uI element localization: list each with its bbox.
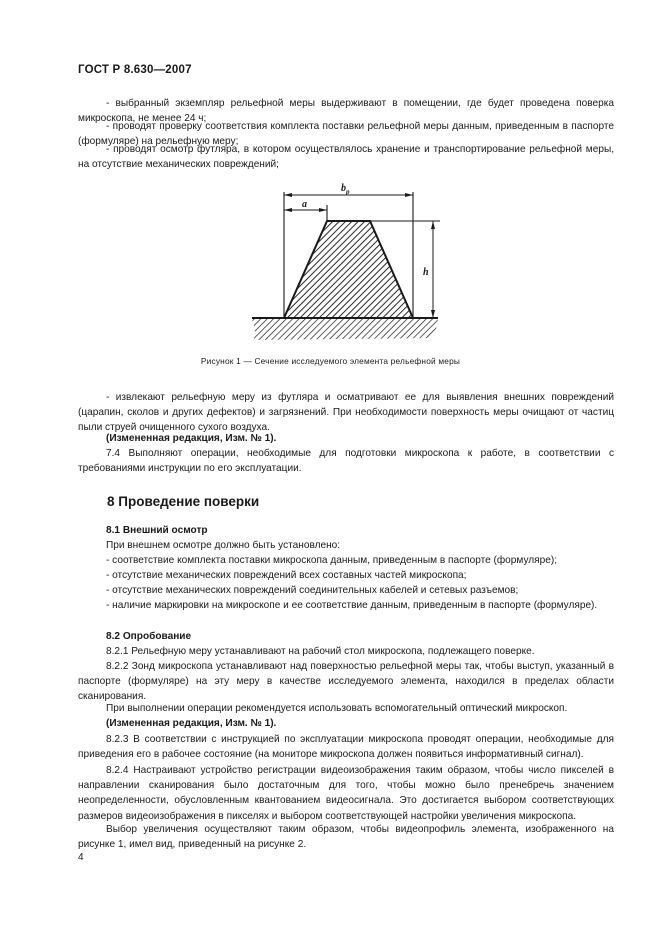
paragraph-8-2-1: 8.2.1 Рельефную меру устанавливают на рабочий стол микроскопа, подлежащего поверке.	[106, 646, 535, 657]
list-item: - соответствие комплекта поставки микроскопа данным, приведенным в паспорте (формуляре);	[106, 555, 558, 566]
paragraph: Выбор увеличения осуществляют таким образом, чтобы видеопрофиль элемента, изображенного на рисунке 1, имел вид, приведенный на рисунке 2.	[78, 824, 614, 851]
revision-note: (Измененная редакция, Изм. № 1).	[106, 718, 277, 729]
list-item: - извлекают рельефную меру из футляра и осматривают ее для выявления внешних повреждений (царапин, сколов и других дефектов) и загрязнений. При необходимости поверхность меры очищают от частиц пыли струей очищенного сухого воздуха.	[78, 392, 614, 434]
label-bp: $b_p$	[341, 183, 350, 196]
list-item: - проводят проверку соответствия комплекта поставки рельефной меры данным, приведенным в паспорте (формуляре) на рельефную меру;	[78, 121, 614, 148]
paragraph: При выполнении операции рекомендуется использовать вспомогательный оптический микроскоп.	[106, 703, 568, 714]
page-number: 4	[78, 852, 84, 863]
subsection-8-2-title: 8.2 Опробование	[106, 631, 192, 642]
revision-note: (Измененная редакция, Изм. № 1).	[106, 433, 277, 444]
list-item: - проводят осмотр футляра, в котором осуществлялось хранение и транспортирование рельефной меры, на отсутствие механических повреждений;	[78, 144, 614, 171]
figure-caption: Рисунок 1 — Сечение исследуемого элемента рельефной меры	[200, 356, 461, 366]
list-item: - выбранный экземпляр рельефной меры выдерживают в помещении, где будет проведена поверка микроскопа, не менее 24 ч;	[78, 98, 614, 125]
paragraph-7-4: 7.4 Выполняют операции, необходимые для подготовки микроскопа к работе, в соответствии с требованиями инструкции по его эксплуатации.	[78, 448, 614, 475]
paragraph-8-2-3: 8.2.3 В соответствии с инструкцией по эксплуатации микроскопа проводят операции, необходимые для приведения его в рабочее состояние (на мониторе микроскопа должен появиться информативный сигнал).	[78, 734, 614, 761]
subsection-8-1-title: 8.1 Внешний осмотр	[106, 525, 208, 536]
list-item: - наличие маркировки на микроскопе и ее соответствие данным, приведенным в паспорте (формуляре).	[106, 600, 598, 611]
list-item: - отсутствие механических повреждений всех составных частей микроскопа;	[106, 570, 467, 581]
section-8-title: 8 Проведение поверки	[107, 494, 260, 509]
paragraph-8-2-2: 8.2.2 Зонд микроскопа устанавливают над поверхностью рельефной меры так, чтобы выступ, указанный в паспорте (формуляре) на эту меру в качестве исследуемого элемента, находился в пределах области сканирования.	[78, 661, 614, 703]
paragraph: При внешнем осмотре должно быть установлено:	[106, 540, 341, 551]
label-h: h	[423, 267, 429, 278]
label-a: a	[302, 199, 307, 210]
list-item: - отсутствие механических повреждений соединительных кабелей и сетевых разъемов;	[106, 585, 519, 596]
trapezoid-element	[284, 221, 413, 318]
document-header: ГОСТ Р 8.630—2007	[78, 64, 192, 76]
paragraph-8-2-4: 8.2.4 Настраивают устройство регистрации видеоизображения таким образом, чтобы число пикселей в направлении сканирования было достаточным для того, чтобы можно было пренебречь значением неопределенности, обусловленным квантованием видеосигнала. Это достигается выбором соответствующих размеров видеоизображения в пикселях и выбором соответствующей настройки увеличения микроскопа.	[78, 765, 614, 822]
figure-1-cross-section	[240, 180, 440, 340]
